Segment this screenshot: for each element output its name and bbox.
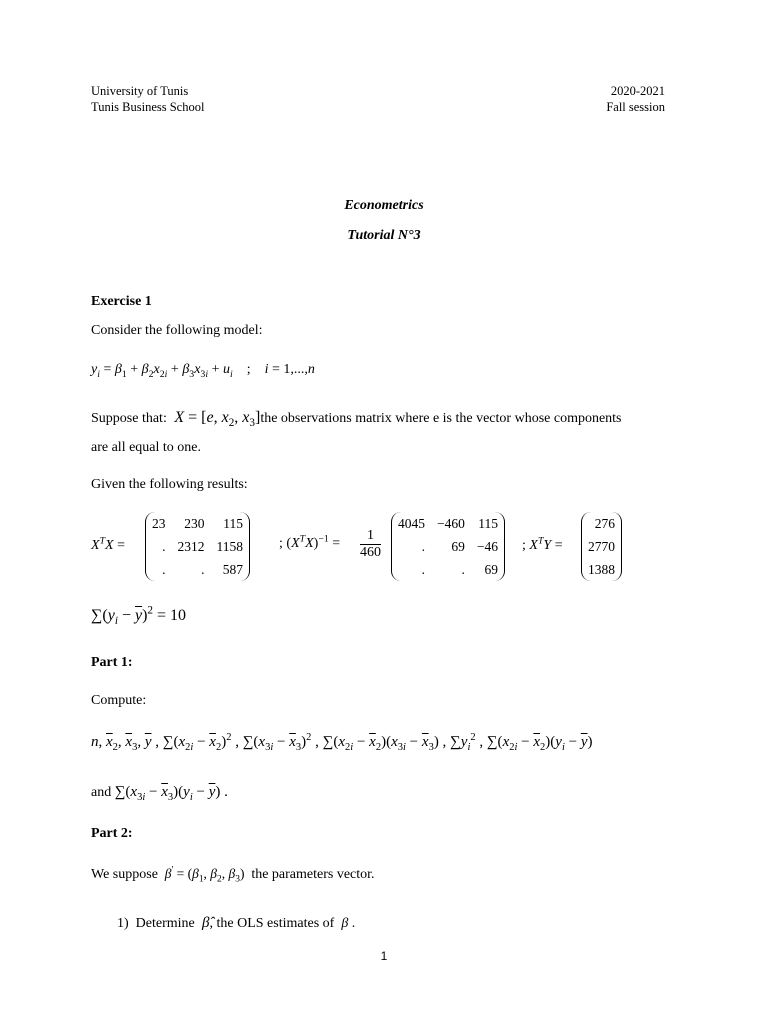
compute-formulas: n, $\overline{x}_2$, $\overline{x}_3$, $\overline{y}$ , $\sum(x_{2i} - \overline{x}_2)^2$ , $\sum(x_{3i} - \overline{x}_3)^2$ , $\sum(x_{2i} - \overline{x}_2)(x_{3i} - \overline{x}_3)$ , $\sum y_i^2$ , $\sum(x_{2i} - \overline{x}_2)(y_i - \overline{y})$: [91, 732, 593, 753]
vector-cell: 1388: [588, 561, 615, 577]
parameters-vector-text: the parameters vector.: [251, 867, 375, 882]
matrix-cell: .: [162, 538, 166, 554]
xty-label: ; $X^TY$ =: [522, 535, 563, 553]
matrix-cell: 23: [152, 515, 166, 531]
given-results: Given the following results:: [91, 477, 248, 492]
suppose-suffix: the observations matrix where e is the vector whose components: [260, 411, 622, 426]
xtx-matrix: [145, 512, 250, 581]
question-1-middle: , the OLS estimates of: [209, 916, 335, 931]
exercise-heading: Exercise 1: [91, 294, 152, 309]
xty-vector: [581, 512, 622, 581]
course-title: Econometrics: [344, 198, 424, 213]
matrix-cell: 115: [223, 515, 243, 531]
matrix-cell: 4045: [398, 515, 425, 531]
xtx-inverse-matrix: [391, 512, 505, 581]
matrix-cell: 1158: [216, 538, 243, 554]
inverse-factor-denominator: 460: [360, 545, 381, 560]
part1-heading: Part 1:: [91, 655, 133, 670]
question-1-prefix: Determine: [135, 916, 195, 931]
sum-squares-equation: $\sum(y_i - \overline{y})^2 = 10$: [91, 604, 187, 628]
compute-label: Compute:: [91, 693, 147, 708]
matrix-cell: 2312: [177, 538, 205, 554]
matrix-cell: .: [201, 561, 205, 577]
and-line: [91, 784, 228, 801]
matrix-cell: .: [421, 561, 425, 577]
suppose-prefix: Suppose that:: [91, 411, 167, 426]
matrix-cell: 587: [222, 561, 243, 577]
xtx-label: $X^TX$ =: [91, 535, 125, 553]
question-1-number: 1): [117, 916, 129, 931]
we-suppose: We suppose: [91, 867, 158, 882]
question-1-end: .: [351, 916, 356, 931]
and-word: and: [91, 785, 112, 800]
matrix-cell: −460: [437, 515, 465, 531]
matrix-cell: 69: [451, 538, 465, 554]
school-name: Tunis Business School: [91, 100, 205, 114]
suppose-line-2: are all equal to one.: [91, 440, 202, 455]
vector-cell: 276: [594, 515, 615, 531]
question-1: [117, 915, 355, 932]
matrix-cell: .: [421, 538, 425, 554]
beta-hat-symbol: β̂: [198, 915, 210, 931]
tutorial-title: Tutorial N°3: [347, 228, 421, 243]
matrix-cell: 115: [478, 515, 498, 531]
sum-squares-value: 10: [170, 607, 187, 624]
inverse-factor-numerator: 1: [360, 528, 381, 545]
x-matrix-definition: X = [e, $x_2$, $x_3$]: [174, 409, 261, 430]
model-intro: Consider the following model:: [91, 323, 263, 338]
beta-definition-line: [91, 866, 375, 883]
suppose-line: [91, 409, 622, 430]
academic-year: 2020-2021: [610, 84, 665, 98]
model-equation: $y_i = \beta_1 + \beta_2x_{2i} + \beta_3x_{3i} + u_i$ ; i = 1,...,n: [91, 362, 315, 380]
matrix-cell: 230: [184, 515, 205, 531]
beta-symbol: β: [337, 916, 349, 931]
matrix-cell: 69: [484, 561, 498, 577]
last-sum: $\sum(x_{3i} - \overline{x}_3)(y_i - \overline{y})$ .: [114, 784, 228, 803]
page-number: 1: [380, 949, 388, 963]
beta-vector: $\beta' = (\beta_1$, $\beta_2$, $\beta_3$): [164, 865, 248, 885]
university-name: University of Tunis: [91, 84, 189, 98]
matrix-cell: .: [162, 561, 166, 577]
matrix-cell: −46: [476, 538, 498, 554]
vector-cell: 2770: [588, 538, 615, 554]
session: Fall session: [606, 100, 665, 114]
inverse-factor: [360, 528, 381, 561]
part2-heading: Part 2:: [91, 826, 133, 841]
matrix-cell: .: [461, 561, 465, 577]
xtx-inverse-label: ; $(X^TX)^{-1}$ =: [279, 533, 341, 551]
